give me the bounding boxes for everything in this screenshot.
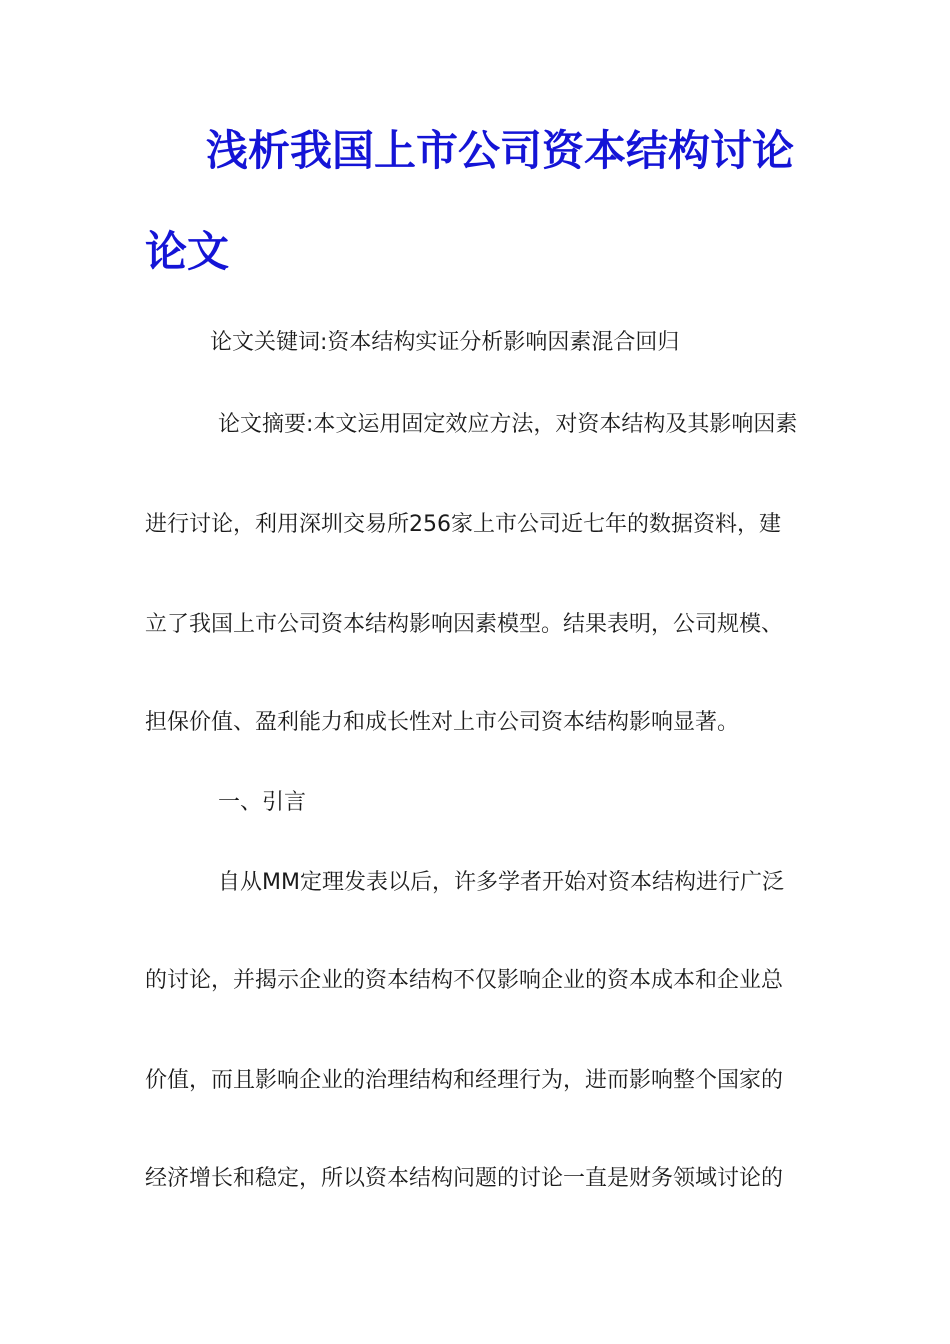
body-line-3: 价值，而且影响企业的治理结构和经理行为，进而影响整个国家的	[145, 1068, 784, 1093]
abstract-line-2: 进行讨论，利用深圳交易所256家上市公司近七年的数据资料，建	[145, 512, 781, 537]
body-line-1: 自从MM定理发表以后，许多学者开始对资本结构进行广泛	[218, 870, 784, 895]
title-line-2: 论文	[145, 227, 230, 276]
keywords-line: 论文关键词:资本结构实证分析影响因素混合回归	[210, 330, 680, 355]
body-line-2: 的讨论，并揭示企业的资本结构不仅影响企业的资本成本和企业总	[145, 968, 784, 993]
abstract-line-1: 论文摘要:本文运用固定效应方法，对资本结构及其影响因素	[218, 412, 798, 437]
body-line-4: 经济增长和稳定，所以资本结构问题的讨论一直是财务领域讨论的	[145, 1166, 784, 1191]
title-line-1: 浅析我国上市公司资本结构讨论	[206, 126, 795, 175]
abstract-line-3: 立了我国上市公司资本结构影响因素模型。结果表明，公司规模、	[145, 612, 784, 637]
section-heading-intro: 一、引言	[218, 790, 307, 815]
abstract-line-4: 担保价值、盈利能力和成长性对上市公司资本结构影响显著。	[145, 710, 740, 735]
